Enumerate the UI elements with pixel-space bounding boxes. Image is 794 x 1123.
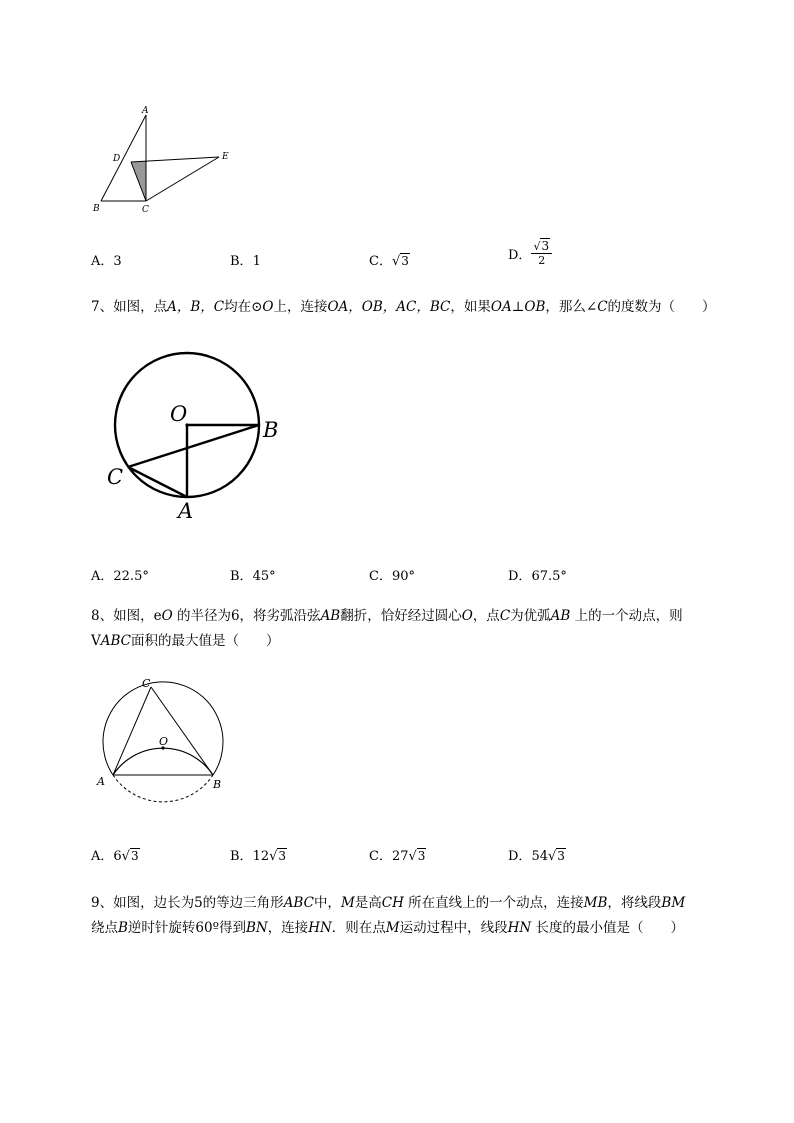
label-A: A bbox=[142, 106, 149, 116]
label-B: B bbox=[213, 778, 222, 791]
q7-option-a: A．22.5° bbox=[91, 569, 149, 584]
label-A: A bbox=[97, 775, 105, 788]
q9-question-line2: 绕点B逆时针旋转60º得到BN，连接HN．则在点M运动过程中，线段HN 长度的最小值是（ ） bbox=[91, 920, 684, 936]
label-B: B bbox=[93, 204, 100, 214]
q8-question-line2: VABC面积的最大值是（ ） bbox=[91, 633, 280, 649]
q9-question-line1: 9、如图，边长为5的等边三角形ABC中，M是高CH 所在直线上的一个动点，连接MB，将线段BM bbox=[91, 895, 686, 911]
label-C: C bbox=[107, 465, 124, 489]
q7-option-c: C．90° bbox=[369, 569, 415, 584]
q6-option-a: A．3 bbox=[91, 254, 122, 269]
label-B: B bbox=[263, 418, 279, 442]
q7-figure bbox=[100, 345, 290, 525]
label-O: O bbox=[159, 735, 169, 748]
label-E: E bbox=[222, 152, 229, 162]
q6-option-d: D． $\frac{√3}{2}$ bbox=[508, 240, 552, 267]
q6-option-c: C．√3 bbox=[369, 254, 409, 269]
q8-question-line1: 8、如图，eO 的半径为6，将劣弧沿弦AB翻折，恰好经过圆心O，点C为优弧AB 上的一个动点，则 bbox=[91, 608, 683, 624]
q7-question: 7、如图，点A，B，C均在⊙O上，连接OA，OB，AC，BC，如果OA⊥OB，那么∠C的度数为（ ） bbox=[91, 299, 716, 315]
q7-option-d: D．67.5° bbox=[508, 569, 567, 584]
q6-option-b: B．1 bbox=[230, 254, 261, 269]
q6-figure bbox=[86, 100, 236, 220]
q8-option-b: B．12√3 bbox=[230, 849, 287, 864]
q8-figure bbox=[92, 672, 232, 822]
q8-option-c: C．27√3 bbox=[369, 849, 426, 864]
label-C: C bbox=[142, 677, 151, 690]
q8-option-a: A．6√3 bbox=[91, 849, 139, 864]
q8-option-d: D．54√3 bbox=[508, 849, 565, 864]
label-A: A bbox=[178, 499, 194, 523]
q7-option-b: B．45° bbox=[230, 569, 276, 584]
label-C: C bbox=[142, 205, 149, 215]
label-D: D bbox=[113, 154, 121, 164]
label-O: O bbox=[170, 402, 188, 426]
